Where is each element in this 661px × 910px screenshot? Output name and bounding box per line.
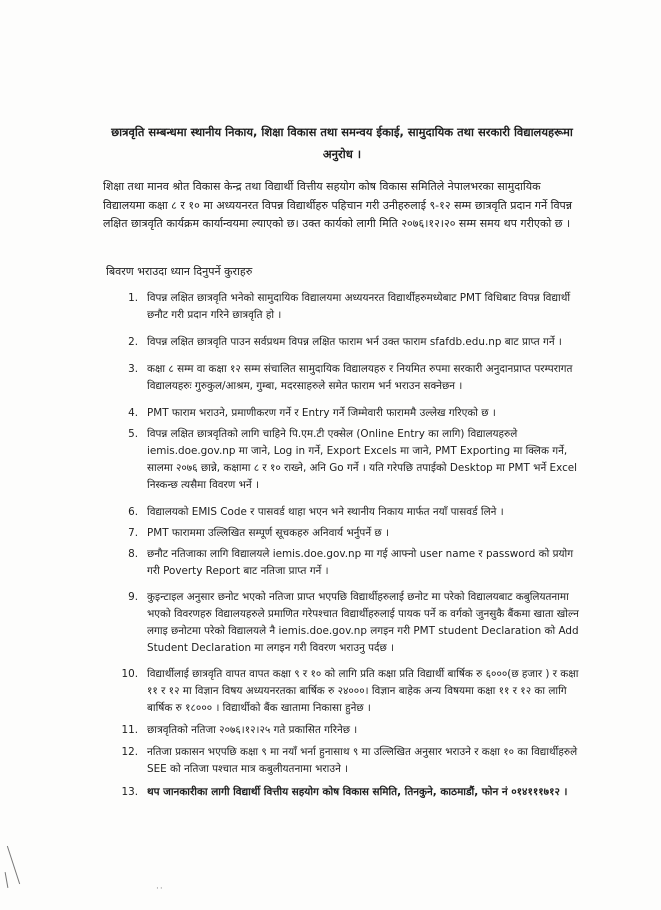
item-number: 2. (128, 336, 138, 348)
item-number: 6. (128, 506, 138, 518)
list-item (112, 426, 582, 504)
list-item (112, 784, 582, 801)
item-number: 1. (128, 292, 138, 304)
section-heading: बिवरण भराउदा ध्यान दिनुपर्ने कुराहरु (106, 265, 253, 278)
item-number: 5. (128, 428, 138, 440)
item-text: PMT फाराममा उल्लिखित सम्पूर्ण सूचकहरु अनिवार्य भर्नुपर्ने छ । (147, 527, 389, 539)
list-item (112, 405, 582, 426)
item-text: छनौट नतिजाका लागि विद्यालयले iemis.doe.gov.np मा गई आफ्नो user name र password को प्रयोग गरी Poverty Report बाट नतिजा प्राप्त गर्ने । (147, 548, 574, 577)
list-item (112, 525, 582, 546)
item-number: 10. (121, 668, 138, 680)
item-number: 7. (128, 527, 138, 539)
list-item (112, 546, 582, 589)
list-item (112, 666, 582, 722)
list-item (112, 334, 582, 361)
list-item (112, 504, 582, 525)
item-text: विपन्न लक्षित छात्रवृतिको लागि चाहिने पि.एम.टी एक्सेल (Online Entry का लागि) विद्यालयहरुले iemis.doe.gov.np मा जाने, Log in गर्ने, Export Excels मा जाने, PMT Exporting मा क्लिक गर्ने, सालमा २०७६ छान्ने, कक्षामा ८ र १० राख्ने, अनि Go गर्ने । यति गरेपछि तपाईको Desktop मा PMT भर्ने Excel निस्कन्छ त्यसैमा विवरण भर्ने । (147, 428, 578, 491)
instructions-list (112, 290, 582, 801)
scan-mark (5, 872, 9, 888)
item-text: थप जानकारीका लागी विद्यार्थी वित्तीय सहयोग कोष विकास समिति, तिनकुने, काठमाडौं, फोन नं ०१४१११७१२ । (147, 786, 568, 798)
scan-speck: ·· (156, 884, 164, 894)
list-item (112, 290, 582, 334)
item-text: विद्यार्थीलाई छात्रवृति वापत वापत कक्षा ९ र १० को लागि प्रति कक्षा प्रति विद्यार्थी बार्षिक रु ६०००(छ हजार ) र कक्षा ११ र १२ मा विज्ञान विषय अध्ययनरतका बार्षिक रु २४०००। विज्ञान बाहेक अन्य विषयमा कक्षा ११ र १२ का लागि बार्षिक रु १८००० । विद्यार्थीको बैंक खातामा निकासा हुनेछ । (147, 668, 579, 714)
item-text: PMT फाराम भराउने, प्रमाणीकरण गर्ने र Entry गर्ने जिम्मेवारी फाराममै उल्लेख गरिएको छ । (147, 407, 496, 419)
item-number: 3. (128, 363, 138, 375)
item-text: विपन्न लक्षित छात्रवृति पाउन सर्वप्रथम विपन्न लक्षित फाराम भर्न उक्त फाराम sfafdb.edu.np बाट प्राप्त गर्ने । (147, 336, 562, 348)
item-text: नतिजा प्रकासन भएपछि कक्षा ९ मा नयाँ भर्ना हुनासाथ ९ मा उल्लिखित अनुसार भराउने र कक्षा १० का विद्यार्थीहरुले SEE को नतिजा पश्चात मात्र कबुलीयतनामा भराउने । (147, 746, 578, 775)
item-text: कुइन्टाइल अनुसार छनोट भएको नतिजा प्राप्त भएपछि विद्यार्थीहरुलाई छनोट मा परेको विद्यालयबाट कबुलियतनामा भएको विवरणहरु विद्यालयहरुले प्रमाणित गरेपश्चात विद्यार्थीहरुलाई पायक पर्ने क वर्गको जुनसुकै बैंकमा खाता खोल्न लगाइ छनोटमा परेको विद्यालयले नै iemis.doe.gov.np लगइन गरी PMT student Declaration को Add Student Declaration मा लगइन गरी विवरण भराउनु पर्दछ । (147, 591, 579, 654)
item-number: 9. (128, 591, 138, 603)
item-text: छात्रवृतिको नतिजा २०७६।१२।२५ गते प्रकासित गरिनेछ । (147, 724, 358, 736)
item-text: विपन्न लक्षित छात्रवृति भनेको सामुदायिक विद्यालयमा अध्ययनरत विद्यार्थीहरुमध्येबाट PMT विधिबाट विपन्न विद्यार्थी छनौट गरी प्रदान गरिने छात्रवृति हो । (147, 292, 571, 321)
item-text: कक्षा ८ सम्म वा कक्षा १२ सम्म संचालित सामुदायिक विद्यालयहरु र नियमित रुपमा सरकारी अनुदानप्राप्त परम्परागत विद्यालयहरुः गुरुकुल/आश्रम, गुम्बा, मदरसाहरुले समेत फाराम भर्न भराउन सक्नेछन । (147, 363, 573, 392)
item-number: 11. (121, 724, 138, 736)
list-item (112, 722, 582, 744)
scan-mark (7, 846, 20, 884)
item-number: 4. (128, 407, 138, 419)
list-item (112, 744, 582, 784)
document-title: छात्रवृति सम्बन्धमा स्थानीय निकाय, शिक्षा विकास तथा समन्वय ईकाई, सामुदायिक तथा सरकारी विद्यालयहरूमा अनुरोध । (111, 125, 573, 161)
item-number: 13. (121, 786, 138, 798)
item-number: 12. (121, 746, 138, 758)
intro-paragraph: शिक्षा तथा मानव श्रोत विकास केन्द्र तथा विद्यार्थी वित्तीय सहयोग कोष विकास समितिले नेपालभरका सामुदायिक विद्यालयमा कक्षा ८ र १० मा अध्ययनरत विपन्न विद्यार्थीहरु पहिचान गरी उनीहरुलाई ९-१२ सम्म छात्रवृति प्रदान गर्ने विपन्न लक्षित छात्रवृति कार्यक्रम कार्यान्वयमा ल्याएको छ। उक्त कार्यको लागी मिति २०७६।१२।२० सम्म समय थप गरीएको छ । (103, 180, 573, 230)
item-number: 8. (128, 548, 138, 560)
list-item (112, 361, 582, 405)
item-text: विद्यालयको EMIS Code र पासवर्ड थाहा भएन भने स्थानीय निकाय मार्फत नयाँ पासवर्ड लिने । (147, 506, 504, 518)
list-item (112, 589, 582, 666)
